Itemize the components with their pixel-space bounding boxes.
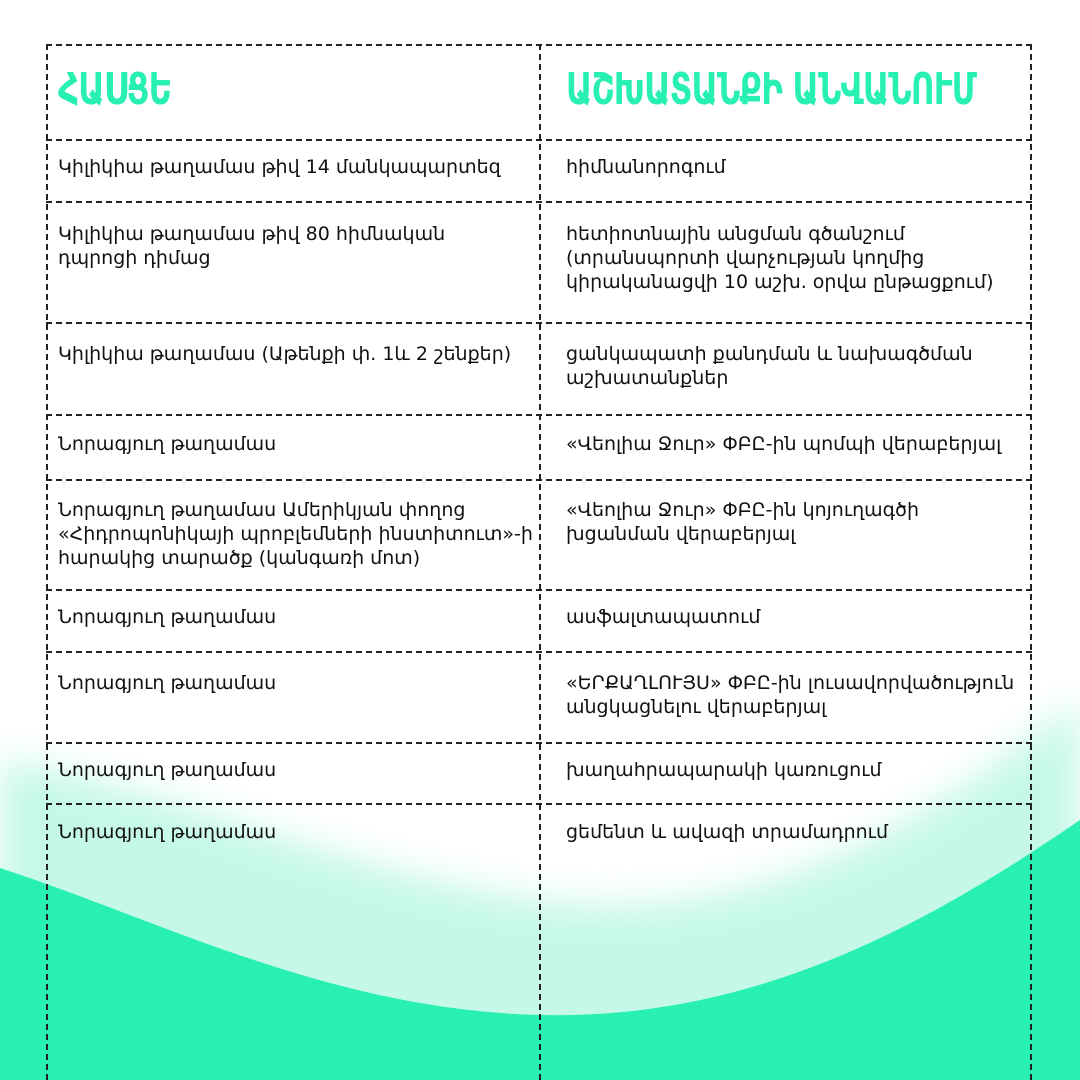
table-cell-address: Նորագյուղ թաղամաս (58, 759, 277, 781)
table-cell-address: Նորագյուղ թաղամաս (58, 821, 277, 843)
table-cell-address: Նորագյուղ թաղամաս (58, 606, 277, 628)
table-cell-work: «ԵՐՔԱՂԼՈՒՅՍ» ՓԲԸ-ին լուսավորվածություն անցկացնելու վերաբերյալ (566, 672, 1015, 718)
table-cell-work: ցեմենտ և ավազի տրամադրում (566, 821, 888, 843)
table-cell-work: հետիոտնային անցման գծանշում (տրանսպորտի վարչության կողմից կիրականացվի 10 աշխ. օրվա ընթացքում) (566, 223, 994, 293)
row-divider (46, 414, 1032, 416)
table-cell-work: հիմնանորոգում (566, 156, 726, 178)
row-divider (46, 742, 1032, 744)
row-divider (46, 479, 1032, 481)
table-cell-address: Նորագյուղ թաղամաս Ամերիկյան փողոց «Հիդրոպոնիկայի պրոբլեմների ինստիտուտ»-ի հարակից տարածք (կանգառի մոտ) (58, 499, 533, 569)
table-cell-work: «Վեոլիա Ջուր» ՓԲԸ-ին պոմպի վերաբերյալ (566, 433, 1002, 455)
table-cell-address: Կիլիկիա թաղամաս թիվ 14 մանկապարտեզ (58, 156, 501, 178)
table-cell-work: «Վեոլիա Ջուր» ՓԲԸ-ին կոյուղագծի խցանման վերաբերյալ (566, 499, 920, 545)
column-divider (539, 44, 541, 1080)
header-address: ՀԱՍՑԵ (58, 64, 172, 115)
table-cell-address: Նորագյուղ թաղամաս (58, 433, 277, 455)
table-cell-address: Կիլիկիա թաղամաս թիվ 80 հիմնական դպրոցի դիմաց (58, 223, 446, 269)
row-divider (46, 589, 1032, 591)
row-divider (46, 322, 1032, 324)
table-cell-work: խաղահրապարակի կառուցում (566, 759, 882, 781)
row-divider (46, 201, 1032, 203)
table-cell-address: Նորագյուղ թաղամաս (58, 672, 277, 694)
row-divider (46, 651, 1032, 653)
row-divider (46, 803, 1032, 805)
table-cell-work: ասֆալտապատում (566, 606, 761, 628)
row-divider (46, 139, 1032, 141)
table-cell-address: Կիլիկիա թաղամաս (Աթենքի փ. 1և 2 շենքեր) (58, 343, 512, 365)
table-cell-work: ցանկապատի քանդման և նախագծման աշխատանքներ (566, 343, 973, 389)
header-work: ԱՇԽԱՏԱՆՔԻ ԱՆՎԱՆՈՒՄ (566, 64, 977, 115)
